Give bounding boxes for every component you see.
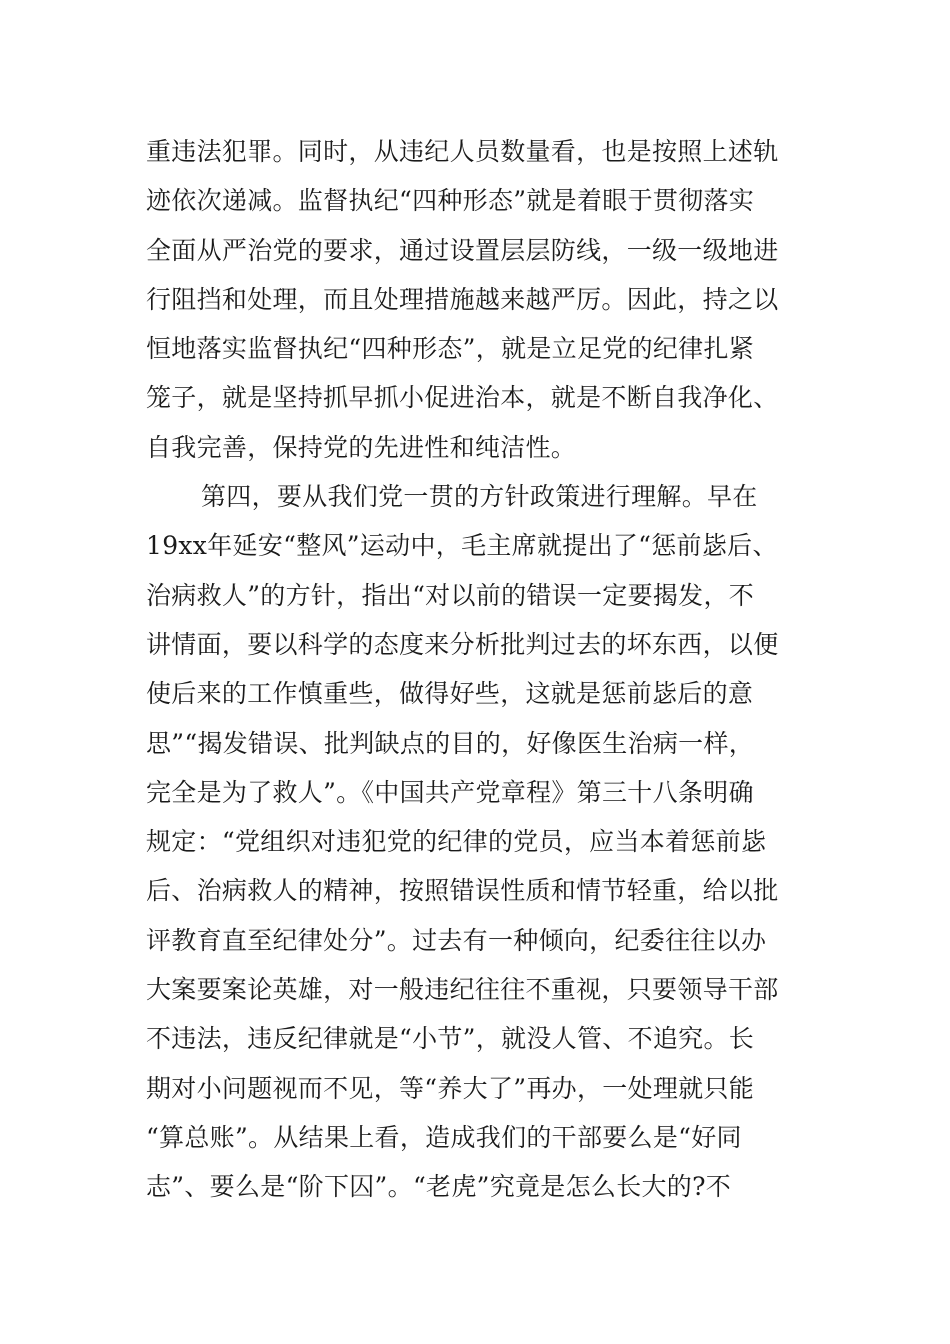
text-line: 恒地落实监督执纪“四种形态”，就是立足党的纪律扎紧 [146, 334, 755, 364]
text-line: 志”、要么是“阶下囚”。“老虎”究竟是怎么长大的?不 [146, 1172, 732, 1202]
paragraph-start-line: 第四，要从我们党一贯的方针政策进行理解。早在 [201, 482, 758, 512]
text-line: 自我完善，保持党的先进性和纯洁性。 [146, 432, 577, 462]
text-line: 不违法，违反纪律就是“小节”，就没人管、不追究。长 [146, 1024, 755, 1054]
text-line: “算总账”。从结果上看，造成我们的干部要么是“好同 [146, 1122, 742, 1152]
text-line: 后、治病救人的精神，按照错误性质和情节轻重，给以批 [146, 876, 779, 906]
text-line: 全面从严治党的要求，通过设置层层防线，一级一级地进 [146, 235, 779, 265]
text-line: 重违法犯罪。同时，从违纪人员数量看，也是按照上述轨 [146, 137, 779, 166]
text-line: 笼子，就是坚持抓早抓小促进治本，就是不断自我净化、 [146, 383, 779, 413]
text-line: 治病救人”的方针，指出“对以前的错误一定要揭发，不 [146, 580, 755, 610]
text-line: 完全是为了救人”。《中国共产党章程》第三十八条明确 [146, 777, 754, 807]
text-line: 大案要案论英雄，对一般违纪往往不重视，只要领导干部 [146, 975, 779, 1005]
text-line: 使后来的工作慎重些，做得好些，这就是惩前毖后的意 [146, 679, 754, 709]
text-line: 行阻挡和处理，而且处理措施越来越严厉。因此，持之以 [146, 284, 779, 314]
text-line: 迹依次递减。监督执纪“四种形态”就是着眼于贯彻落实 [146, 186, 755, 216]
text-line: 评教育直至纪律处分”。过去有一种倾向，纪委往往以办 [146, 925, 767, 955]
body-text [146, 127, 846, 1212]
text-line: 19xx年延安“整风”运动中，毛主席就提出了“惩前毖后、 [146, 531, 778, 561]
text-line: 规定：“党组织对违犯党的纪律的党员，应当本着惩前毖 [146, 827, 767, 857]
text-line: 讲情面，要以科学的态度来分析批判过去的坏东西，以便 [146, 629, 779, 659]
text-line: 思”“揭发错误、批判缺点的目的，好像医生治病一样， [146, 728, 755, 758]
text-line: 期对小问题视而不见，等“养大了”再办，一处理就只能 [146, 1073, 755, 1103]
